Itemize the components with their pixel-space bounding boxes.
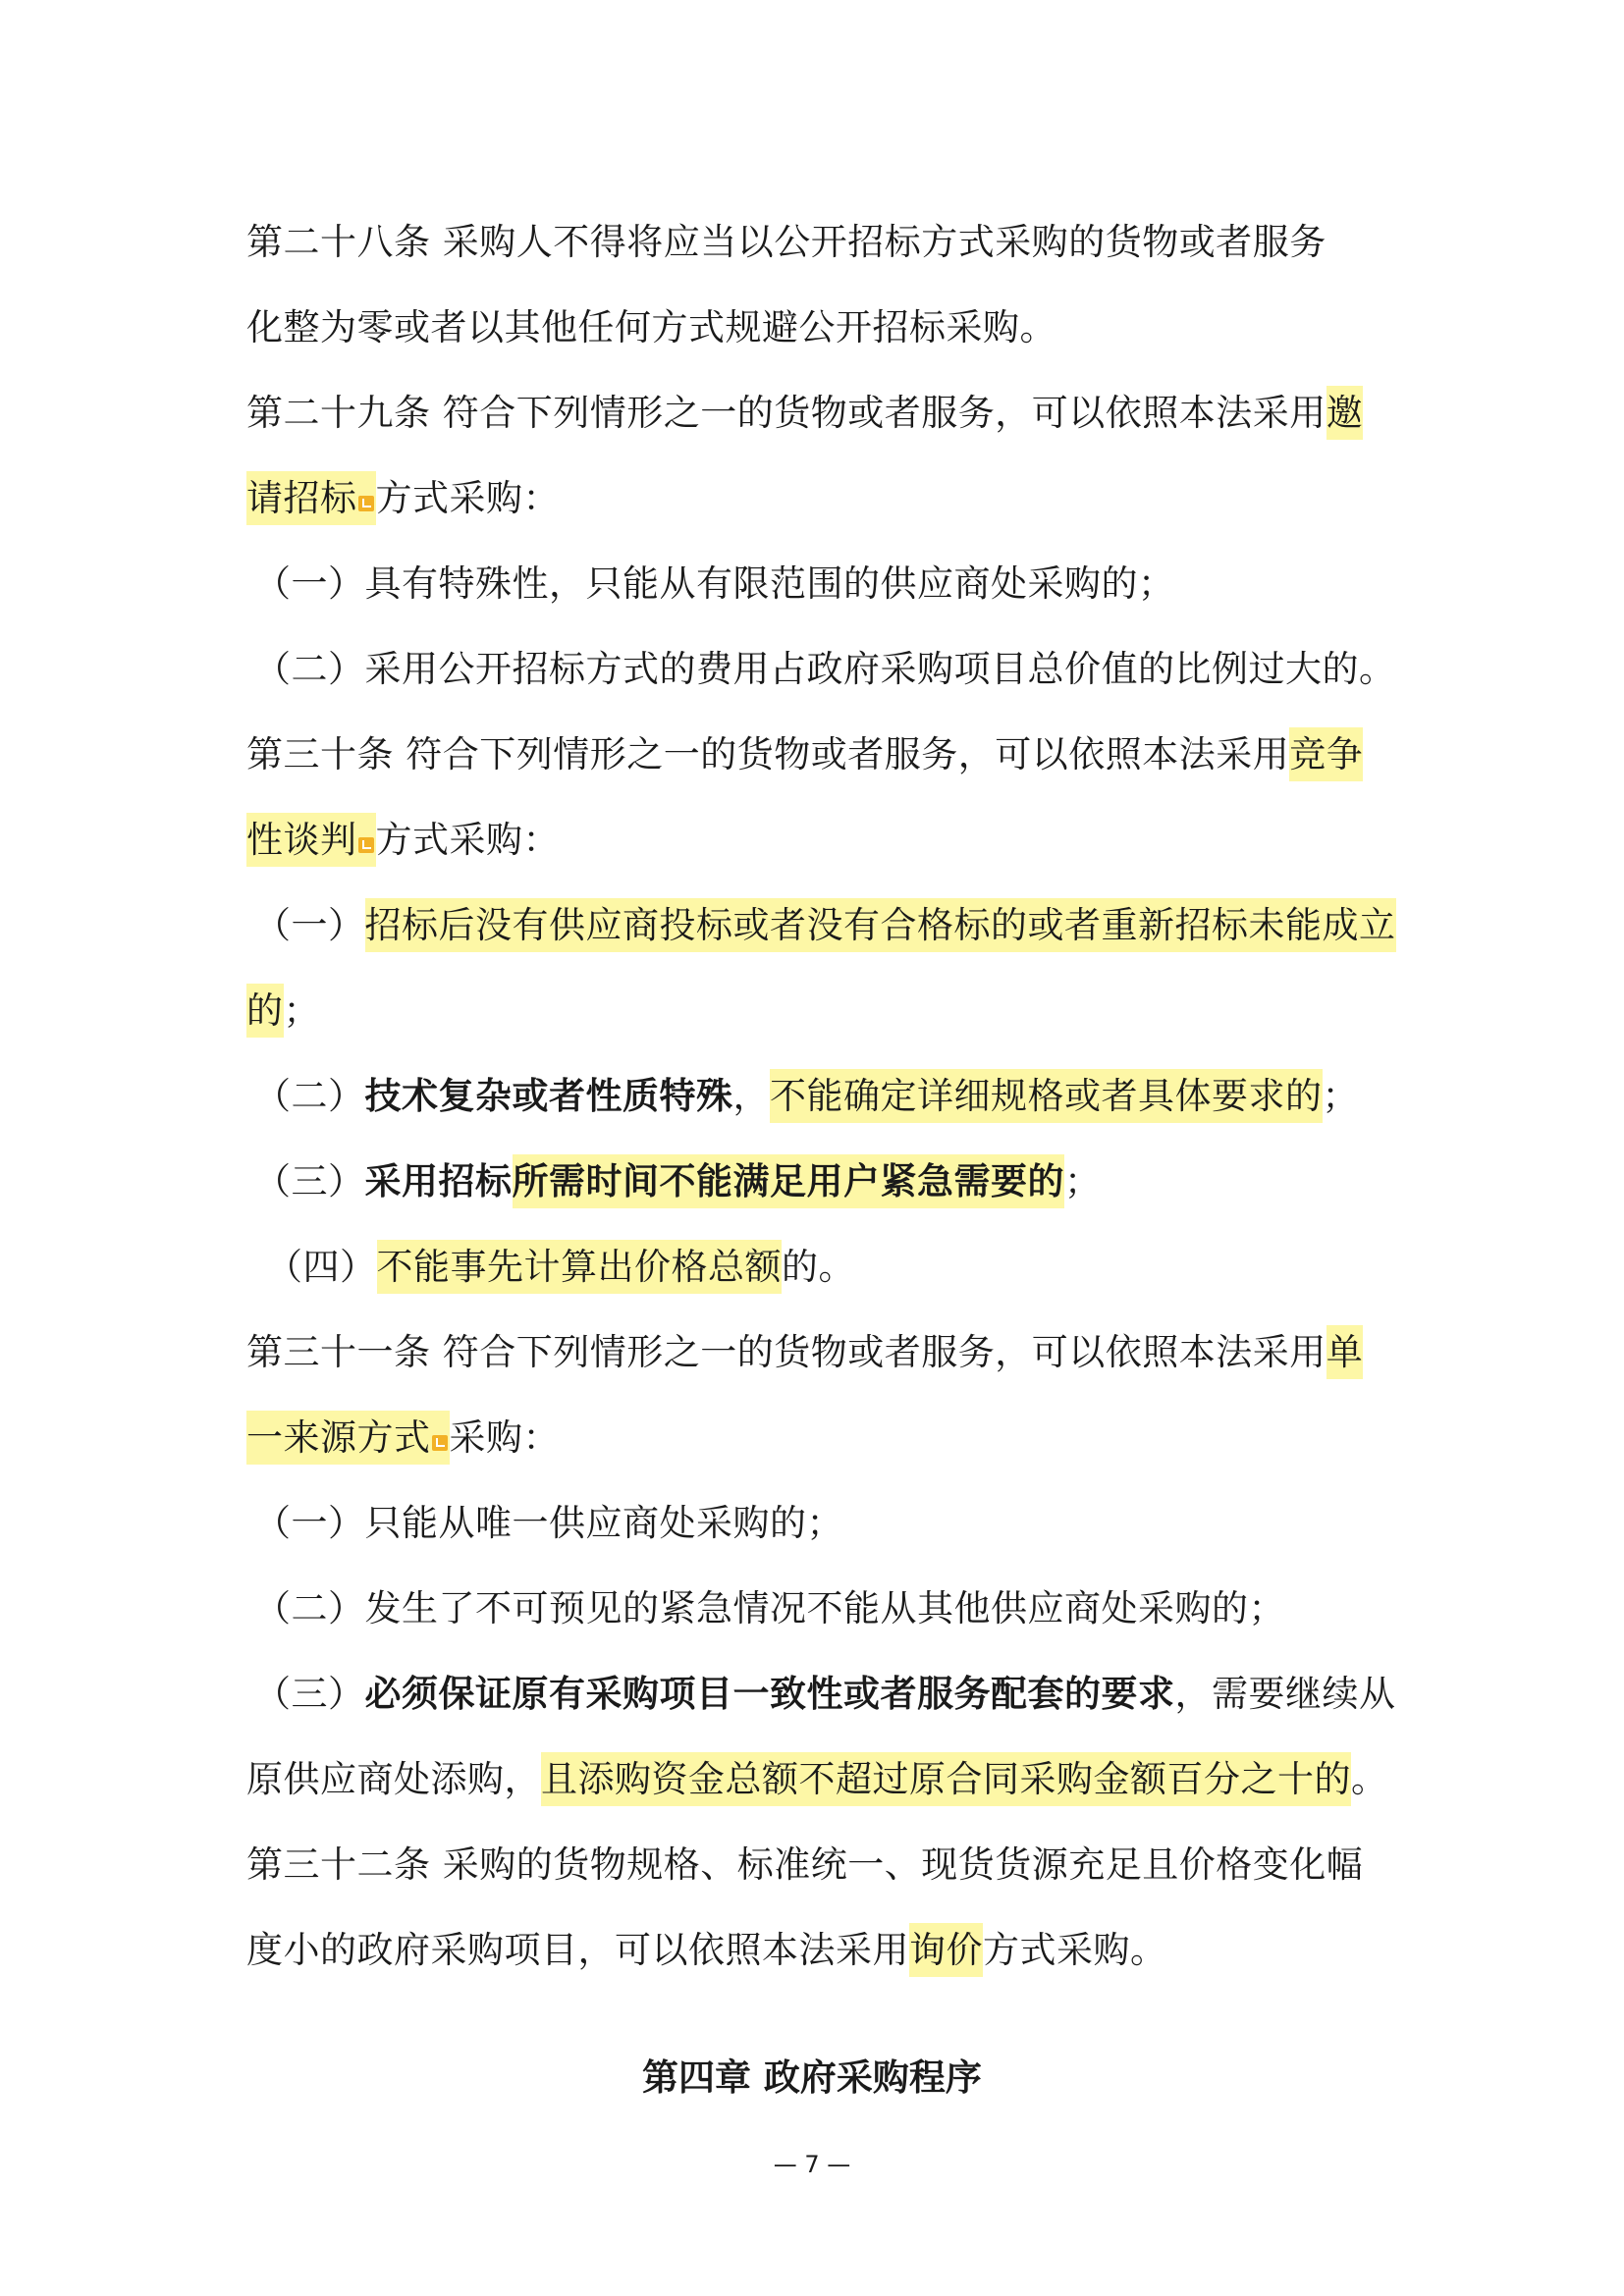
- comment-marker-icon[interactable]: [358, 837, 374, 853]
- line-text: ；: [1064, 1160, 1102, 1202]
- line-text: （二）发生了不可预见的紧急情况不能从其他供应商处采购的；: [254, 1587, 1285, 1629]
- line-text: （三）: [254, 1160, 365, 1202]
- highlighted-text[interactable]: [246, 1411, 450, 1465]
- line-text: 第二十八条 采购人不得将应当以公开招标方式采购的货物或者服务: [246, 221, 1326, 263]
- line-text: （二）采用公开招标方式的费用占政府采购项目总价值的比例过大的。: [254, 648, 1396, 690]
- highlighted-text[interactable]: 不能确定详细规格或者具体要求的: [770, 1069, 1323, 1123]
- line-text: 方式采购：: [375, 819, 560, 861]
- line-text: 第三十条 符合下列情形之一的货物或者服务，可以依照本法采用: [246, 733, 1290, 775]
- text-line: [246, 987, 1395, 1036]
- highlighted-bold-text[interactable]: 所需时间不能满足用户紧急需要的: [513, 1154, 1065, 1208]
- text-line: [246, 1328, 1395, 1377]
- highlighted-text[interactable]: 询价: [909, 1923, 983, 1977]
- line-text: 方式采购。: [983, 1929, 1167, 1971]
- line-text: ，需要继续从: [1174, 1673, 1396, 1715]
- line-text: 第三十一条 符合下列情形之一的货物或者服务，可以依照本法采用: [246, 1331, 1326, 1373]
- page-number: — 7 —: [773, 2151, 851, 2178]
- highlighted-text[interactable]: [246, 471, 376, 525]
- line-text: 第二十九条 符合下列情形之一的货物或者服务，可以依照本法采用: [246, 392, 1326, 434]
- line-text: （一）只能从唯一供应商处采购的；: [254, 1502, 843, 1544]
- line-text: ；: [1322, 1075, 1359, 1117]
- line-text: 第三十二条 采购的货物规格、标准统一、现货货源充足且价格变化幅: [246, 1843, 1364, 1886]
- text-line: [254, 1157, 1403, 1206]
- text-line: [246, 474, 1395, 523]
- line-text: （一）: [254, 904, 365, 946]
- text-line: [254, 1499, 1403, 1548]
- highlighted-text-content: 性谈判: [246, 819, 357, 861]
- bold-text: 技术复杂或者性质特殊: [364, 1075, 733, 1117]
- highlighted-text[interactable]: 招标后没有供应商投标或者没有合格标的或者重新招标未能成立: [365, 898, 1396, 952]
- comment-marker-icon[interactable]: [358, 496, 374, 511]
- text-line: [246, 1841, 1395, 1890]
- text-line: [246, 1926, 1395, 1975]
- highlighted-text[interactable]: 邀: [1326, 386, 1364, 440]
- line-text: 方式采购：: [375, 477, 560, 519]
- comment-marker-icon[interactable]: [432, 1435, 448, 1451]
- text-line: [246, 389, 1395, 438]
- text-line: [246, 1414, 1395, 1463]
- line-text: 的。: [782, 1246, 855, 1288]
- chapter-title: 第四章 政府采购程序: [642, 2056, 982, 2099]
- line-text: （三）: [254, 1673, 365, 1715]
- line-text: 原供应商处添购，: [246, 1758, 541, 1800]
- highlighted-text-content: 一来源方式: [246, 1416, 431, 1459]
- highlighted-text[interactable]: 单: [1326, 1325, 1364, 1379]
- highlighted-text[interactable]: [246, 813, 376, 867]
- text-line: [266, 1243, 1415, 1292]
- line-text: 化整为零或者以其他任何方式规避公开招标采购。: [246, 306, 1056, 348]
- line-text: （二）: [254, 1075, 365, 1117]
- bold-text: 必须保证原有采购项目一致性或者服务配套的要求: [364, 1673, 1175, 1715]
- highlighted-text[interactable]: 不能事先计算出价格总额: [377, 1240, 783, 1294]
- highlighted-text[interactable]: 竞争: [1289, 727, 1363, 781]
- line-text: （四）: [266, 1246, 377, 1288]
- line-text: 采购：: [449, 1416, 560, 1459]
- text-line: [254, 1584, 1403, 1633]
- line-text: ；: [283, 989, 320, 1032]
- highlighted-text-content: 请招标: [246, 477, 357, 519]
- highlighted-text[interactable]: 的: [246, 984, 284, 1038]
- text-line: [254, 1670, 1403, 1719]
- text-line: [246, 303, 1395, 352]
- text-line: [254, 645, 1403, 694]
- text-line: [254, 560, 1403, 609]
- line-text: （一）具有特殊性，只能从有限范围的供应商处采购的；: [254, 562, 1175, 605]
- text-line: [246, 218, 1395, 267]
- text-line: [246, 1755, 1395, 1804]
- bold-text: 采用招标: [364, 1160, 513, 1202]
- line-text: 。: [1351, 1758, 1388, 1800]
- line-text: 度小的政府采购项目，可以依照本法采用: [246, 1929, 909, 1971]
- line-text: ，: [732, 1075, 770, 1117]
- text-line: [246, 816, 1395, 865]
- text-line: [246, 730, 1395, 779]
- highlighted-text[interactable]: 且添购资金总额不超过原合同采购金额百分之十的: [541, 1752, 1351, 1806]
- text-line: [254, 901, 1403, 950]
- text-line: [254, 1072, 1403, 1121]
